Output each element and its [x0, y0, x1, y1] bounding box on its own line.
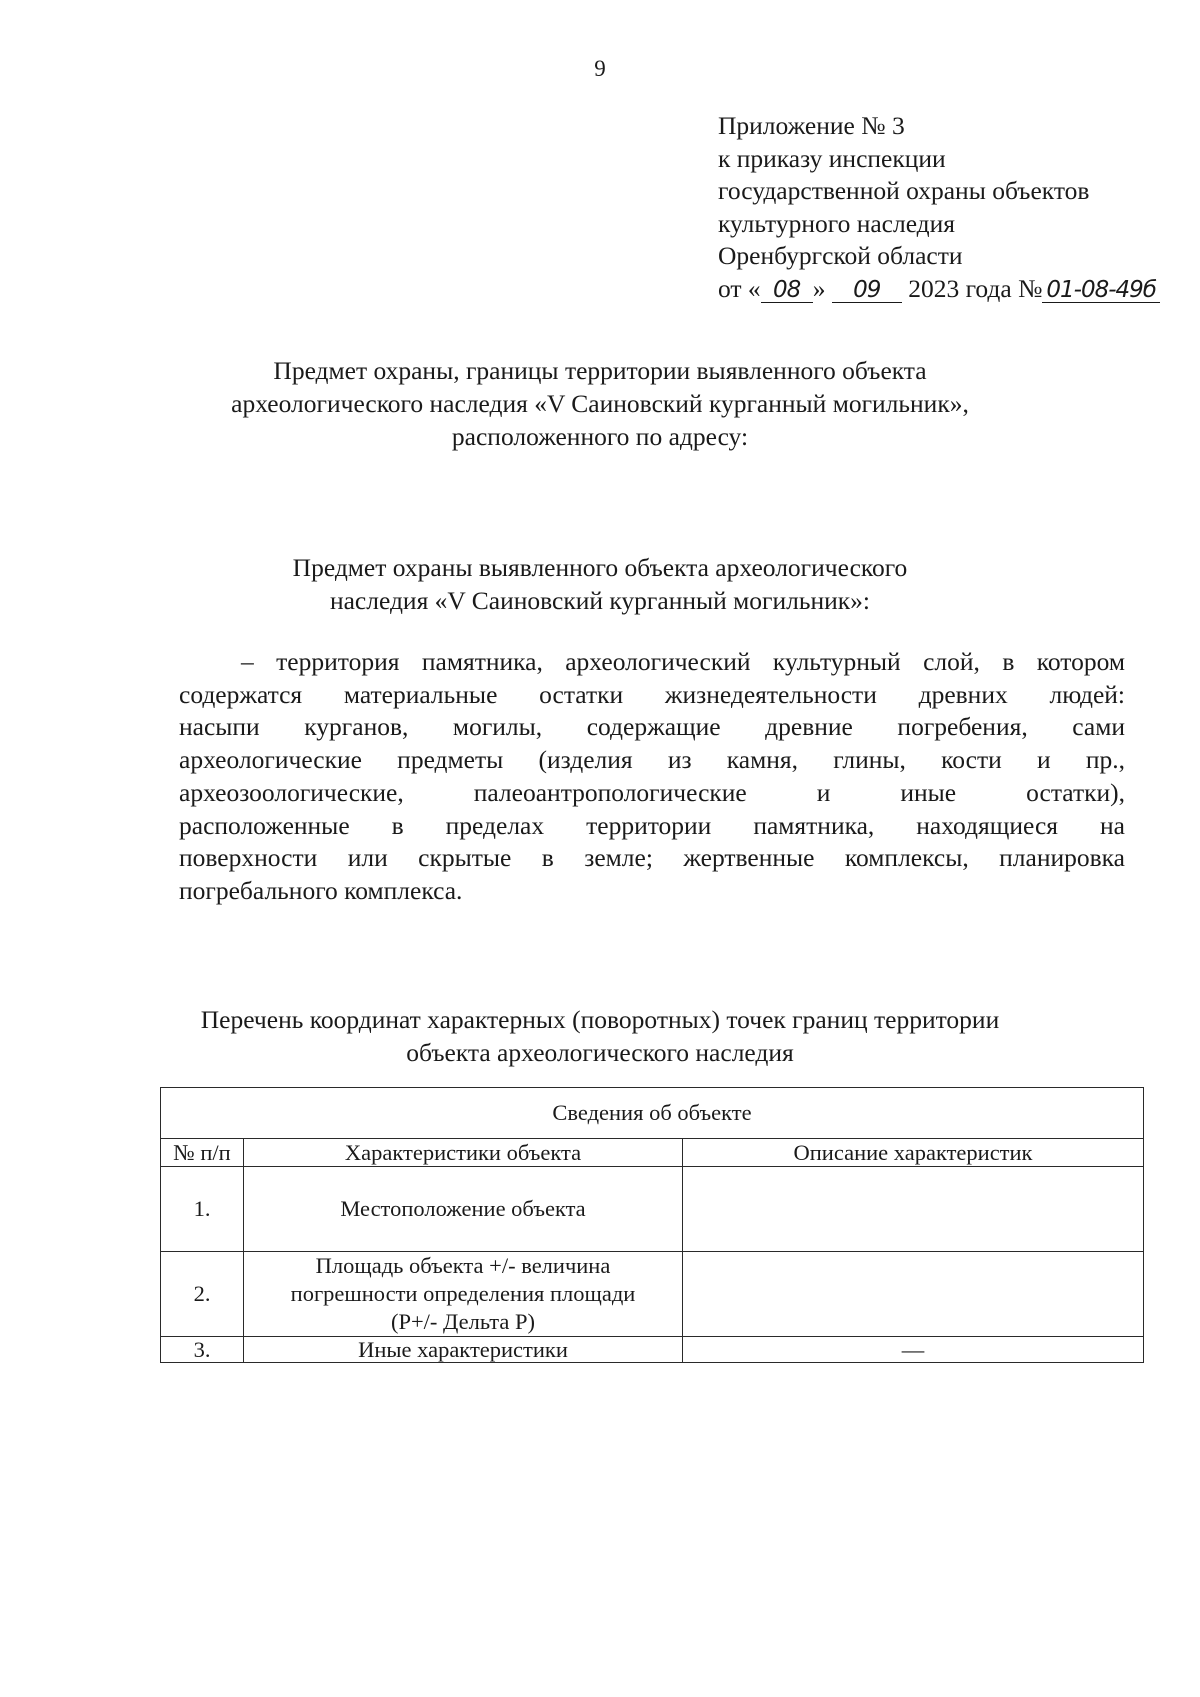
- row-characteristic: Иные характеристики: [244, 1337, 683, 1363]
- table-row: [161, 1167, 1144, 1252]
- appendix-line: Оренбургской области: [718, 241, 963, 270]
- table-header-row: [161, 1088, 1144, 1139]
- handwritten-day: 08: [761, 278, 813, 303]
- subject-text-line: расположенные в пределах территории памятника, находящиеся на: [179, 810, 1125, 840]
- appendix-date-line: [718, 273, 1160, 306]
- row-characteristic-line: Площадь объекта +/- величина: [315, 1253, 611, 1278]
- title-line: Предмет охраны, границы территории выявленного объекта: [273, 356, 927, 385]
- table-row: [161, 1337, 1144, 1363]
- row-description: —: [683, 1337, 1144, 1363]
- row-number: 3.: [161, 1337, 244, 1363]
- document-title: [0, 354, 1200, 453]
- row-description: [683, 1167, 1144, 1252]
- title-line: археологического наследия «V Саиновский курганный могильник»,: [231, 389, 969, 418]
- coordinates-heading-line: Перечень координат характерных (поворотных) точек границ территории: [200, 1005, 1000, 1034]
- object-info-table: [160, 1087, 1144, 1363]
- subject-text-line: археозоологические, палеоантропологические и иные остатки),: [179, 777, 1125, 807]
- table-row: [161, 1252, 1144, 1337]
- subject-heading-line: наследия «V Саиновский курганный могильник»:: [329, 586, 871, 615]
- row-number: 2.: [161, 1252, 244, 1337]
- subject-heading-line: Предмет охраны выявленного объекта археологического: [292, 553, 908, 582]
- column-header-description: Описание характеристик: [683, 1139, 1144, 1167]
- column-header-number: № п/п: [161, 1139, 244, 1167]
- row-characteristic: Местоположение объекта: [244, 1167, 683, 1252]
- date-year: 2023 года №: [908, 273, 1043, 303]
- coordinates-heading-line: объекта археологического наследия: [406, 1038, 794, 1067]
- subject-text-line: археологические предметы (изделия из камня, глины, кости и пр.,: [179, 745, 1125, 775]
- appendix-line: Приложение № 3: [718, 111, 905, 140]
- title-line: расположенного по адресу:: [451, 422, 749, 451]
- handwritten-month: 09: [832, 278, 902, 303]
- subject-text-line: погребального комплекса.: [179, 875, 463, 905]
- subject-text-line: поверхности или скрытые в земле; жертвенные комплексы, планировка: [179, 843, 1125, 873]
- row-characteristic-line: (Р+/- Дельта Р): [390, 1309, 536, 1334]
- date-prefix: от «: [718, 273, 761, 303]
- row-characteristic: [244, 1252, 683, 1337]
- appendix-line: культурного наследия: [718, 208, 956, 238]
- table-columns-row: [161, 1139, 1144, 1167]
- subject-text-line: содержатся материальные остатки жизнедеятельности древних людей:: [179, 679, 1125, 709]
- column-header-characteristic: Характеристики объекта: [244, 1139, 683, 1167]
- coordinates-heading: [0, 1003, 1200, 1069]
- page-number: 9: [594, 56, 606, 81]
- subject-text-line: – территория памятника, археологический культурный слой, в котором: [241, 647, 1125, 676]
- appendix-line: к приказу инспекции: [718, 143, 946, 173]
- subject-text-line: насыпи курганов, могилы, содержащие древние погребения, сами: [179, 712, 1125, 742]
- row-number: 1.: [161, 1167, 244, 1252]
- handwritten-order-number: 01-08-49б: [1042, 278, 1160, 303]
- subject-heading: [0, 551, 1200, 617]
- date-quote-close: »: [812, 273, 826, 303]
- subject-text: [179, 646, 1125, 908]
- table-header-cell: Сведения об объекте: [161, 1088, 1144, 1139]
- appendix-block: [718, 110, 1160, 305]
- row-description: [683, 1252, 1144, 1337]
- appendix-line: государственной охраны объектов: [718, 176, 1090, 205]
- row-characteristic-line: погрешности определения площади: [290, 1281, 636, 1306]
